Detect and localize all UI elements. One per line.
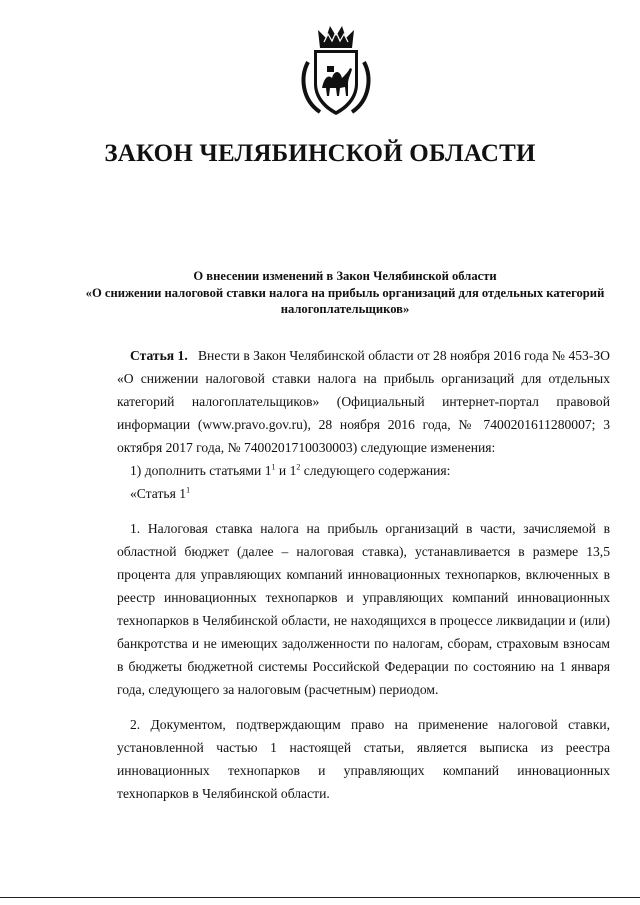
point-2-paragraph: 2. Документом, подтверждающим право на применение налоговой ставки, установленной частью 1 настоящей статьи, является выписка из реестра инновационных технопарков и управляющих компаний инновационных технопарков в Челябинской области.	[117, 717, 610, 801]
law-title: ЗАКОН ЧЕЛЯБИНСКОЙ ОБЛАСТИ	[104, 140, 536, 167]
law-body	[117, 344, 610, 805]
article-1-label: Статья 1.	[130, 348, 188, 363]
point-1-paragraph: 1. Налоговая ставка налога на прибыль организаций в части, зачисляемой в областной бюджет (далее – налоговая ставка), устанавливается в размере 13,5 процента для управляющих компаний инновационных технопарков, включенных в реестр инновационных технопарков и управляющих компаний инновационных технопарков в Челябинской области, не находящихся в процессе ликвидации и (или) банкротства и не имеющих задолженности по налогам, сборам, страховым взносам в бюджеты бюджетной системы Российской Федерации по состоянию на 1 января года, следующего за налоговым (расчетным) периодом.	[117, 521, 610, 697]
new-article-label: «Статья 1	[130, 486, 187, 501]
chelyabinsk-coat-of-arms-icon	[294, 22, 378, 120]
bottom-divider	[0, 897, 640, 898]
new-article-sup: 1	[186, 485, 191, 495]
item-1-sup-2: 2	[296, 462, 301, 472]
new-article-heading	[117, 482, 610, 505]
article-1-text: Внести в Закон Челябинской области от 28 ноября 2016 года № 453-ЗО «О снижении налоговой ставки налога на прибыль организаций для отдельных категорий налогоплательщиков» (Официальный интернет-портал правовой информации (www.pravo.gov.ru), 28 ноября 2016 года, № 7400201611280007; 3 октября 2017 года, № 7400201710030003) следующие изменения:	[117, 348, 610, 455]
article-1-paragraph	[117, 344, 610, 459]
item-1-mid: и 1	[275, 463, 297, 478]
item-1-paragraph	[117, 459, 610, 482]
law-subject	[80, 268, 610, 318]
item-1-prefix: 1) дополнить статьями 1	[130, 463, 272, 478]
item-1-suffix: следующего содержания:	[300, 463, 451, 478]
item-1-sup-1: 1	[271, 462, 276, 472]
subject-line-1: О внесении изменений в Закон Челябинской области	[193, 269, 497, 283]
subject-line-2: «О снижении налоговой ставки налога на прибыль организаций для отдельных категорий налогоплательщиков»	[85, 285, 605, 316]
